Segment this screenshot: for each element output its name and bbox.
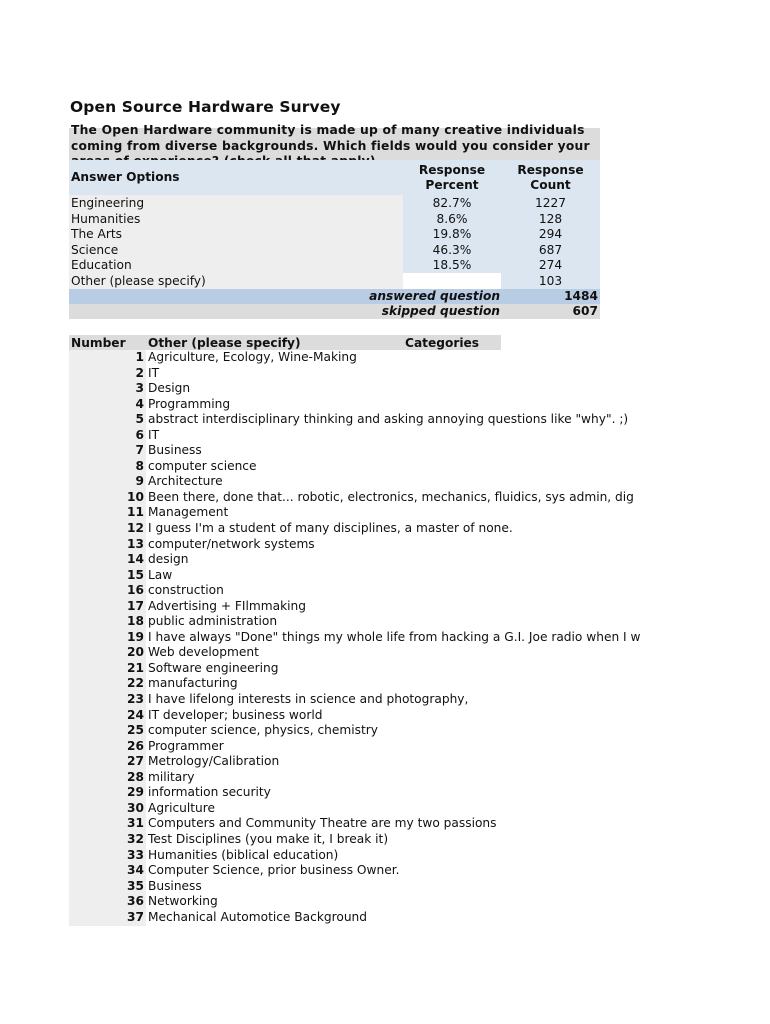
categories-column-header: Categories — [405, 336, 480, 350]
skipped-question-label: skipped question — [381, 304, 500, 318]
response-text: manufacturing — [148, 676, 238, 691]
answer-count: 128 — [538, 211, 563, 226]
response-text: Management — [148, 505, 229, 520]
answer-row-other — [69, 274, 600, 290]
response-number: 6 — [135, 427, 144, 442]
answer-count: 687 — [538, 242, 563, 257]
response-percent-header-line2: Percent — [425, 177, 479, 192]
response-text: Agriculture — [148, 800, 216, 815]
response-text: I have always "Done" things my whole life from hacking a G.I. Joe radio when I w — [148, 629, 641, 644]
response-text: construction — [148, 583, 224, 598]
answer-label: Engineering — [71, 196, 145, 210]
response-row — [69, 443, 667, 459]
response-number: 21 — [127, 660, 144, 675]
response-text: abstract interdisciplinary thinking and asking annoying questions like "why". ;) — [148, 412, 629, 427]
answer-label: Other (please specify) — [71, 273, 206, 288]
response-number: 29 — [127, 785, 144, 800]
response-text: Business — [148, 878, 202, 893]
answer-label: The Arts — [71, 227, 123, 241]
response-text: Programming — [148, 396, 231, 411]
response-text: I have lifelong interests in science and photography, — [148, 692, 469, 707]
response-row — [69, 537, 667, 553]
response-count-header — [501, 163, 600, 192]
response-number: 23 — [127, 692, 144, 707]
response-text: Advertising + FIlmmaking — [148, 598, 307, 613]
response-number: 12 — [127, 521, 144, 536]
response-number: 32 — [127, 831, 144, 846]
response-row — [69, 412, 667, 428]
answer-percent: 19.8% — [432, 227, 472, 241]
response-row — [69, 614, 667, 630]
answered-question-label: answered question — [369, 289, 500, 303]
response-number: 25 — [127, 723, 144, 738]
answer-row-the-arts — [69, 227, 600, 243]
response-row — [69, 816, 667, 832]
response-row — [69, 568, 667, 584]
response-number: 22 — [127, 676, 144, 691]
response-row — [69, 739, 667, 755]
response-text: IT — [148, 427, 160, 442]
response-row — [69, 863, 667, 879]
other-column-header: Other (please specify) — [148, 336, 301, 350]
response-number: 2 — [135, 365, 144, 380]
answer-count: 103 — [538, 273, 563, 288]
response-number: 10 — [127, 489, 144, 504]
response-text: Mechanical Automotice Background — [148, 909, 368, 924]
response-count-header-line1: Response — [517, 163, 584, 177]
response-count-header-line2: Count — [530, 177, 571, 192]
response-number: 9 — [135, 474, 144, 489]
response-text: computer science, physics, chemistry — [148, 723, 378, 738]
response-text: Computer Science, prior business Owner. — [148, 863, 400, 878]
response-row — [69, 723, 667, 739]
response-row — [69, 459, 667, 475]
response-text: Business — [148, 443, 202, 458]
response-row — [69, 428, 667, 444]
answer-label: Humanities — [71, 211, 141, 226]
response-row — [69, 397, 667, 413]
response-number: 28 — [127, 769, 144, 784]
response-text: IT developer; business world — [148, 707, 323, 722]
response-number: 11 — [127, 505, 144, 520]
response-text: Design — [148, 381, 191, 396]
response-row — [69, 879, 667, 895]
answer-count: 294 — [538, 227, 563, 241]
response-number: 34 — [127, 863, 144, 878]
response-number: 5 — [135, 412, 144, 427]
response-text: design — [148, 552, 189, 567]
response-text: Agriculture, Ecology, Wine-Making — [148, 350, 357, 364]
response-text: Law — [148, 567, 173, 582]
response-row — [69, 381, 667, 397]
response-number: 18 — [127, 614, 144, 629]
response-row — [69, 474, 667, 490]
response-number: 4 — [135, 396, 144, 411]
response-text: I guess I'm a student of many disciplines, a master of none. — [148, 521, 513, 536]
response-number: 1 — [135, 350, 144, 364]
response-row — [69, 708, 667, 724]
response-row — [69, 692, 667, 708]
response-number: 16 — [127, 583, 144, 598]
response-number: 33 — [127, 847, 144, 862]
response-text: public administration — [148, 614, 278, 629]
answer-percent: 8.6% — [436, 211, 468, 226]
response-text: information security — [148, 785, 271, 800]
response-row — [69, 521, 667, 537]
response-number: 24 — [127, 707, 144, 722]
other-responses-header — [69, 335, 501, 350]
response-row — [69, 894, 667, 910]
survey-title: Open Source Hardware Survey — [70, 98, 341, 116]
answers-table-header — [69, 160, 600, 195]
answered-question-row — [69, 289, 600, 304]
response-row — [69, 366, 667, 382]
response-number: 27 — [127, 754, 144, 769]
response-row — [69, 910, 667, 926]
response-row — [69, 645, 667, 661]
response-row — [69, 676, 667, 692]
question-banner — [69, 123, 600, 160]
response-number: 8 — [135, 458, 144, 473]
answer-row-engineering — [69, 196, 600, 212]
answer-options-header: Answer Options — [71, 170, 180, 184]
response-number: 37 — [127, 909, 144, 924]
response-text: Programmer — [148, 738, 224, 753]
response-number: 35 — [127, 878, 144, 893]
response-row — [69, 785, 667, 801]
response-row — [69, 505, 667, 521]
response-text: IT — [148, 365, 160, 380]
response-number: 31 — [127, 816, 144, 831]
answer-row-education — [69, 258, 600, 274]
response-row — [69, 754, 667, 770]
skipped-question-value: 607 — [572, 304, 598, 318]
response-row — [69, 490, 667, 506]
response-text: Computers and Community Theatre are my two passions — [148, 816, 497, 831]
response-percent-header-line1: Response — [418, 163, 486, 177]
response-number: 14 — [127, 552, 144, 567]
response-row — [69, 630, 667, 646]
answer-percent: 18.5% — [432, 258, 472, 272]
response-text: Humanities (biblical education) — [148, 847, 339, 862]
answer-label: Education — [71, 258, 132, 272]
response-text: computer science — [148, 458, 257, 473]
response-text: Been there, done that... robotic, electronics, mechanics, fluidics, sys admin, dig — [148, 489, 634, 504]
response-text: computer/network systems — [148, 536, 315, 551]
response-row — [69, 599, 667, 615]
response-text: Software engineering — [148, 660, 279, 675]
response-number: 30 — [127, 800, 144, 815]
response-row — [69, 661, 667, 677]
response-row — [69, 848, 667, 864]
response-number: 17 — [127, 598, 144, 613]
response-number: 36 — [127, 894, 144, 909]
answer-percent: 46.3% — [432, 242, 472, 257]
question-text: The Open Hardware community is made up of many creative individuals coming from diverse backgrounds. Which fields would you consider your — [71, 123, 590, 153]
response-row — [69, 583, 667, 599]
answer-count: 1227 — [534, 196, 567, 210]
response-number: 20 — [127, 645, 144, 660]
response-text: Test Disciplines (you make it, I break it) — [148, 831, 389, 846]
answer-label: Science — [71, 242, 119, 257]
response-text: military — [148, 769, 195, 784]
response-number: 7 — [135, 443, 144, 458]
number-column-header: Number — [71, 336, 126, 350]
response-number: 15 — [127, 567, 144, 582]
answer-row-science — [69, 243, 600, 259]
response-text: Networking — [148, 894, 218, 909]
response-text: Architecture — [148, 474, 223, 489]
response-text: Web development — [148, 645, 259, 660]
response-row — [69, 801, 667, 817]
response-number: 19 — [127, 629, 144, 644]
response-number: 3 — [135, 381, 144, 396]
response-number: 26 — [127, 738, 144, 753]
response-number: 13 — [127, 536, 144, 551]
response-row — [69, 832, 667, 848]
answered-question-value: 1484 — [564, 289, 598, 303]
answer-count: 274 — [538, 258, 563, 272]
answer-percent: 82.7% — [432, 196, 472, 210]
other-responses-list — [69, 350, 667, 926]
response-row — [69, 770, 667, 786]
response-row — [69, 350, 667, 366]
response-percent-header — [403, 163, 501, 192]
answer-row-humanities — [69, 212, 600, 228]
skipped-question-row — [69, 304, 600, 319]
response-row — [69, 552, 667, 568]
response-text: Metrology/Calibration — [148, 754, 280, 769]
